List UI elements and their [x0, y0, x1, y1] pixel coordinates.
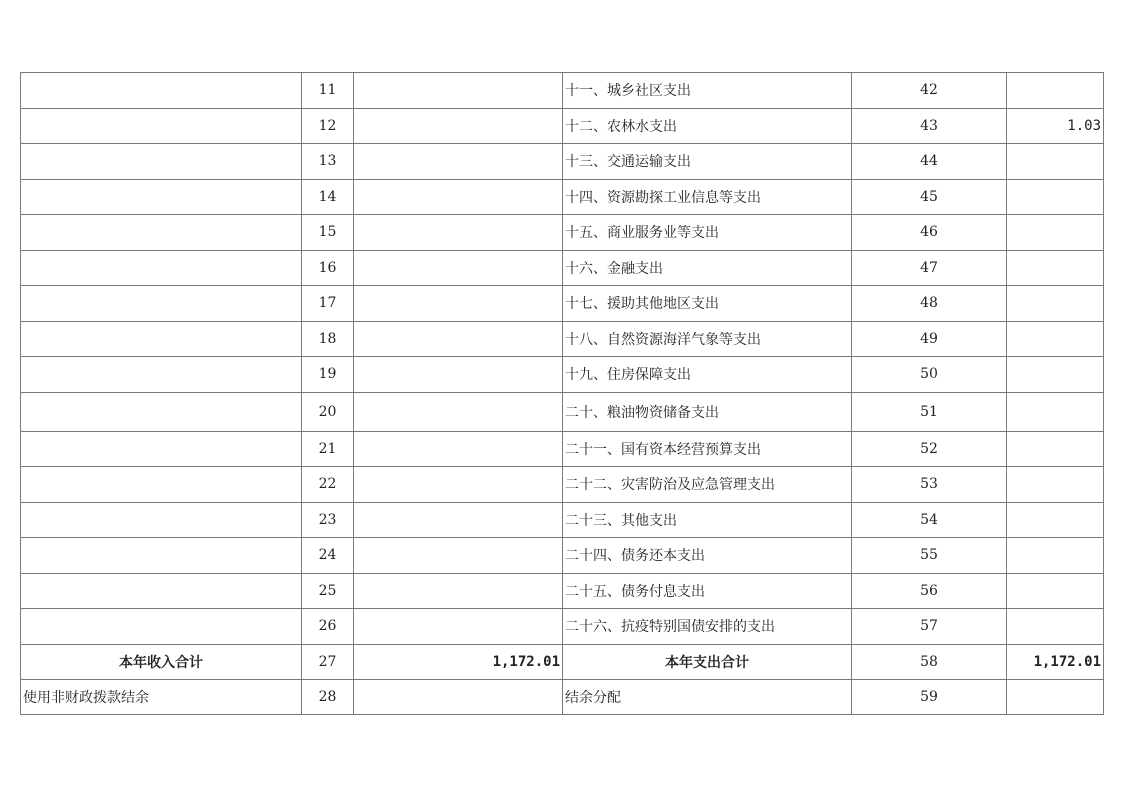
income-line-no: 16	[302, 250, 354, 286]
income-line-no: 18	[302, 321, 354, 357]
expense-line-no: 51	[852, 392, 1007, 431]
income-amount	[354, 467, 563, 503]
income-line-no: 19	[302, 357, 354, 393]
income-item	[21, 357, 302, 393]
income-line-no: 17	[302, 286, 354, 322]
balance-expense-line-no: 59	[852, 679, 1007, 714]
table-row	[21, 250, 1104, 286]
income-amount	[354, 215, 563, 251]
income-item	[21, 321, 302, 357]
income-amount	[354, 357, 563, 393]
expense-item: 十三、交通运输支出	[563, 144, 852, 180]
expense-line-no: 48	[852, 286, 1007, 322]
expense-line-no: 54	[852, 502, 1007, 538]
expense-amount	[1007, 286, 1104, 322]
expense-item: 二十一、国有资本经营预算支出	[563, 431, 852, 467]
income-line-no: 25	[302, 573, 354, 609]
income-item	[21, 431, 302, 467]
table-row	[21, 431, 1104, 467]
income-total-line-no: 27	[302, 644, 354, 679]
income-item	[21, 215, 302, 251]
income-amount	[354, 73, 563, 109]
table-row	[21, 108, 1104, 144]
income-item	[21, 538, 302, 574]
income-line-no: 23	[302, 502, 354, 538]
income-amount	[354, 108, 563, 144]
expense-total-label: 本年支出合计	[563, 644, 852, 679]
expense-line-no: 56	[852, 573, 1007, 609]
expense-line-no: 52	[852, 431, 1007, 467]
expense-item: 十五、商业服务业等支出	[563, 215, 852, 251]
expense-item: 十二、农林水支出	[563, 108, 852, 144]
income-item	[21, 250, 302, 286]
income-amount	[354, 321, 563, 357]
income-line-no: 12	[302, 108, 354, 144]
income-amount	[354, 392, 563, 431]
expense-item: 二十二、灾害防治及应急管理支出	[563, 467, 852, 503]
income-item	[21, 392, 302, 431]
expense-line-no: 47	[852, 250, 1007, 286]
expense-amount	[1007, 144, 1104, 180]
expense-line-no: 53	[852, 467, 1007, 503]
income-line-no: 21	[302, 431, 354, 467]
table-row	[21, 357, 1104, 393]
expense-amount	[1007, 609, 1104, 645]
expense-item: 二十三、其他支出	[563, 502, 852, 538]
balance-income-amount	[354, 679, 563, 714]
income-amount	[354, 250, 563, 286]
income-line-no: 15	[302, 215, 354, 251]
expense-item: 二十、粮油物资储备支出	[563, 392, 852, 431]
expense-amount	[1007, 215, 1104, 251]
expense-item: 二十五、债务付息支出	[563, 573, 852, 609]
table-row	[21, 538, 1104, 574]
income-line-no: 14	[302, 179, 354, 215]
income-line-no: 24	[302, 538, 354, 574]
expense-item: 十六、金融支出	[563, 250, 852, 286]
balance-income-item: 使用非财政拨款结余	[21, 679, 302, 714]
expense-amount	[1007, 573, 1104, 609]
expense-item: 十一、城乡社区支出	[563, 73, 852, 109]
expense-line-no: 55	[852, 538, 1007, 574]
expense-item: 二十六、抗疫特别国债安排的支出	[563, 609, 852, 645]
balance-expense-item: 结余分配	[563, 679, 852, 714]
expense-amount	[1007, 502, 1104, 538]
income-line-no: 20	[302, 392, 354, 431]
expense-amount	[1007, 431, 1104, 467]
table-row	[21, 144, 1104, 180]
income-item	[21, 179, 302, 215]
balance-expense-amount	[1007, 679, 1104, 714]
income-item	[21, 609, 302, 645]
expense-item: 十九、住房保障支出	[563, 357, 852, 393]
income-amount	[354, 144, 563, 180]
table-row	[21, 573, 1104, 609]
table-row	[21, 392, 1104, 431]
table-row	[21, 609, 1104, 645]
expense-amount	[1007, 467, 1104, 503]
table-row	[21, 467, 1104, 503]
balance-income-line-no: 28	[302, 679, 354, 714]
expense-item: 二十四、债务还本支出	[563, 538, 852, 574]
expense-line-no: 49	[852, 321, 1007, 357]
income-amount	[354, 286, 563, 322]
table-row	[21, 215, 1104, 251]
expense-line-no: 42	[852, 73, 1007, 109]
income-item	[21, 73, 302, 109]
expense-line-no: 43	[852, 108, 1007, 144]
income-amount	[354, 609, 563, 645]
total-row	[21, 644, 1104, 679]
income-line-no: 26	[302, 609, 354, 645]
income-amount	[354, 431, 563, 467]
expense-total-line-no: 58	[852, 644, 1007, 679]
income-line-no: 11	[302, 73, 354, 109]
income-line-no: 13	[302, 144, 354, 180]
balance-row	[21, 679, 1104, 714]
income-item	[21, 467, 302, 503]
table-row	[21, 321, 1104, 357]
expense-item: 十八、自然资源海洋气象等支出	[563, 321, 852, 357]
table-row	[21, 73, 1104, 109]
income-item	[21, 108, 302, 144]
income-line-no: 22	[302, 467, 354, 503]
expense-line-no: 45	[852, 179, 1007, 215]
income-item	[21, 573, 302, 609]
expense-amount	[1007, 357, 1104, 393]
expense-amount	[1007, 250, 1104, 286]
table-row	[21, 286, 1104, 322]
income-total-label: 本年收入合计	[21, 644, 302, 679]
income-amount	[354, 538, 563, 574]
expense-line-no: 57	[852, 609, 1007, 645]
expense-line-no: 46	[852, 215, 1007, 251]
budget-table	[20, 72, 1104, 715]
income-amount	[354, 179, 563, 215]
expense-amount	[1007, 73, 1104, 109]
expense-item: 十四、资源勘探工业信息等支出	[563, 179, 852, 215]
expense-amount: 1.03	[1007, 108, 1104, 144]
expense-line-no: 50	[852, 357, 1007, 393]
income-total-amount: 1,172.01	[354, 644, 563, 679]
expense-item: 十七、援助其他地区支出	[563, 286, 852, 322]
expense-amount	[1007, 179, 1104, 215]
budget-table-body	[21, 73, 1104, 715]
income-item	[21, 286, 302, 322]
expense-amount	[1007, 321, 1104, 357]
expense-line-no: 44	[852, 144, 1007, 180]
table-row	[21, 179, 1104, 215]
income-item	[21, 144, 302, 180]
expense-amount	[1007, 538, 1104, 574]
income-amount	[354, 502, 563, 538]
income-amount	[354, 573, 563, 609]
income-item	[21, 502, 302, 538]
table-row	[21, 502, 1104, 538]
expense-total-amount: 1,172.01	[1007, 644, 1104, 679]
expense-amount	[1007, 392, 1104, 431]
